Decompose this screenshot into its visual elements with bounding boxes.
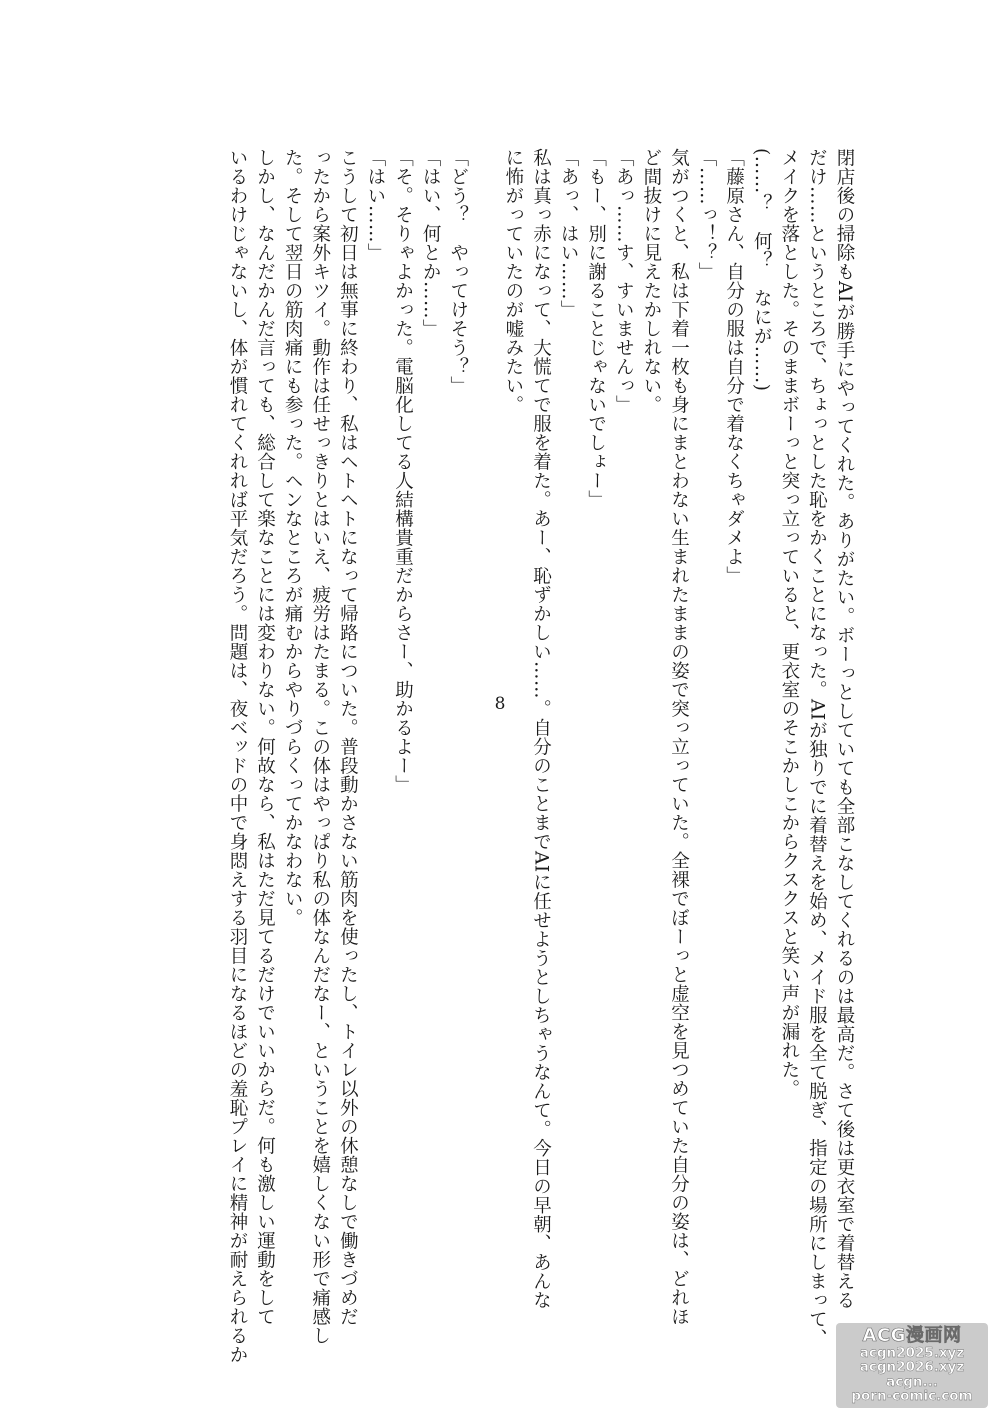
text-line: 「そ。そりゃよかった。電脳化してる人結構貴重だからさー、助かるよー」 — [392, 148, 414, 794]
text-line: こうして初日は無事に終わり、私はヘトヘトになって帰路についた。普段動かさない筋肉を使ったし、トイレ以外の休憩なしで働きづめだ — [337, 148, 359, 1326]
text-line: 「……っ！？」 — [696, 148, 718, 281]
novel-text-block — [223, 148, 858, 1364]
text-line: 「あっ……す、すいませんっ」 — [613, 148, 635, 414]
text-line: (……？ 何？ なにが……) — [751, 148, 773, 392]
scene-break — [472, 148, 500, 688]
site-watermark — [836, 1323, 988, 1408]
text-line: 私は真っ赤になって、大慌てで服を着た。あー、恥ずかしい……。自分のことまでAIに任せようとしちゃうなんて。今日の早朝、あんな — [530, 148, 552, 1310]
text-line: 「あっ、はい……」 — [558, 148, 580, 319]
text-line: メイクを落とした。そのままボーっと突っ立っていると、更衣室のそこかしこからクスクスと笑い声が漏れた。 — [778, 148, 800, 1098]
text-line: いるわけじゃないし、体が慣れてくれれば平気だろう。問題は、夜ベッドの中で身悶えする羽目になるほどの羞恥プレイに精神が耐えられるか — [226, 148, 248, 1364]
text-line: しかし、なんだかんだ言っても、総合して楽なことには変わりない。何故なら、私はただ見てるだけでいいからだ。何も激しい運動をして — [254, 148, 276, 1326]
text-line: 閉店後の掃除もAIが勝手にやってくれた。ありがたい。ボーっとしていても全部こなしてくれるのは最高だ。さて後は更衣室で着替える — [834, 148, 855, 1310]
text-line: ど間抜けに見えたかしれない。 — [640, 148, 662, 414]
text-line: 気がつくと、私は下着一枚も身にまとわない生まれたままの姿で突っ立っていた。全裸でぼーっと虚空を見つめていた自分の姿は、どれほ — [668, 148, 690, 1326]
watermark-url: acgn2025.xyz — [859, 1345, 965, 1362]
text-line: た。そして翌日の筋肉痛にも参った。ヘンなところが痛むからやりづらくってかなわない。 — [282, 148, 304, 927]
watermark-url: porn-comic.com — [851, 1387, 973, 1404]
watermark-url: acgn... — [886, 1373, 938, 1390]
text-line: に怖がっていたのが嘘みたい。 — [502, 148, 524, 414]
text-line: 「どう？ やってけそう？」 — [447, 148, 469, 395]
text-line: 「はい、何とか……」 — [420, 148, 442, 338]
watermark-title: ACG漫画网 — [862, 1325, 962, 1347]
text-line: 「もー、別に謝ることじゃないでしょー」 — [585, 148, 607, 509]
text-line: 「はい……」 — [364, 148, 386, 262]
text-line: だけ……というところで、ちょっとした恥をかくことになった。AIが独りでに着替えを始め、メイド服を全て脱ぎ、指定の場所にしまって、 — [806, 148, 828, 1348]
text-line: 「藤原さん、自分の服は自分で着なくちゃダメよ」 — [723, 148, 745, 585]
page-number: 8 — [494, 694, 506, 714]
text-line: ったから案外キツイ。動作は任せっきりとはいえ、疲労はたまる。この体はやっぱり私の体なんだなー、ということを嬉しくない形で痛感し — [309, 148, 331, 1345]
watermark-url: acgn2026.xyz — [859, 1359, 965, 1376]
